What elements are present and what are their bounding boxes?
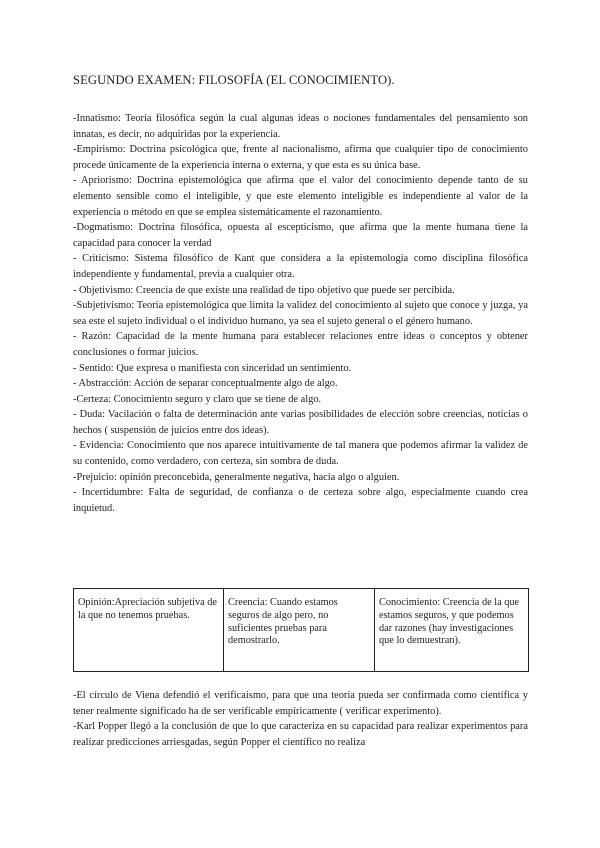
definition-empirismo: -Empirismo: Doctrina psicológica que, frente al nacionalismo, afirma que cualquier tipo de conocimiento procede únicamente de la experiencia interna o externa, y que esta es su única base.: [73, 144, 528, 171]
definition-prejuicio: -Prejuicio: opinión preconcebida, generalmente negativa, hacia algo o alguien.: [73, 471, 400, 483]
table-cell-conocimiento: Conocimiento: Creencia de la que estamos seguros, y que podemos dar razones (hay investigaciones que lo demuestran).: [375, 589, 529, 672]
paragraph-circulo-viena: -El círculo de Viena defendió el verificaismo, para que una teoría pueda ser confirmada como científica y tener realmente significado ha de ser verificable empíricamente ( verificar experimento).: [73, 690, 528, 717]
definition-dogmatismo: -Dogmatismo: Doctrina filosófica, opuesta al escepticismo, que afirma que la mente humana tiene la capacidad para conocer la verdad: [73, 222, 528, 249]
definition-evidencia: - Evidencia: Conocimiento que nos aparece intuitivamente de tal manera que podemos afirmar la validez de su contenido, como verdadero, con certeza, sin sombra de duda.: [73, 440, 528, 468]
definition-objetivismo: - Objetivismo: Creencia de que existe una realidad de tipo objetivo que puede ser percibida.: [73, 284, 455, 296]
definition-subjetivismo: -Subjetivismo: Teoría epistemológica que limita la validez del conocimiento al sujeto que conoce y juzga, ya sea este el sujeto individual o el individuo humano, ya sea el sujeto general o el género humano.: [73, 300, 528, 327]
definition-criticismo: - Criticismo: Sistema filosófico de Kant que considera a la epistemología como disciplina filosófica independiente y fundamental, previa a cualquier otra.: [73, 253, 528, 280]
definition-incertidumbre: - Incertidumbre: Falta de seguridad, de confianza o de certeza sobre algo, especialmente cuando crea inquietud.: [73, 487, 528, 514]
definition-certeza: -Certeza: Conocimiento seguro y claro que se tiene de algo.: [73, 393, 322, 405]
knowledge-table: [73, 588, 529, 672]
definition-innatismo: -Innatismo: Teoría filosófica según la cual algunas ideas o nociones fundamentales del pensamiento son innatas, es decir, no adquiridas por la experiencia.: [73, 113, 528, 140]
table-row: [74, 589, 529, 672]
definition-abstraccion: - Abstracción: Acción de separar conceptualmente algo de algo.: [73, 378, 338, 390]
definition-duda: - Duda: Vacilación o falta de determinación ante varias posibilidades de elección sobre creencias, noticias o hechos ( suspensión de juicios entre dos ideas).: [73, 409, 528, 436]
definition-razon: - Razón: Capacidad de la mente humana para establecer relaciones entre ideas o conceptos y obtener conclusiones o formar juicios.: [73, 331, 528, 358]
table-cell-opinion: Opinión:Apreciación subjetiva de la que no tenemos pruebas.: [74, 589, 224, 672]
post-table-text: [73, 688, 528, 750]
document-title: SEGUNDO EXAMEN: FILOSOFÍA (EL CONOCIMIENTO).: [73, 73, 395, 87]
table-cell-creencia: Creencia: Cuando estamos seguros de algo pero, no suficientes pruebas para demostrarlo.: [224, 589, 375, 672]
definitions-list: [73, 111, 528, 516]
definition-apriorismo: - Apriorismo: Doctrina epistemológica que afirma que el valor del conocimiento depende tanto de su elemento sensible como el inteligible, y que este elemento inteligible es independiente al valor de la experiencia o método en que se emplea sistemáticamente el razonamiento.: [73, 175, 528, 218]
paragraph-karl-popper: -Karl Popper llegó a la conclusión de que lo que caracteriza en su capacidad para realizar experimentos para realizar predicciones arriesgadas, según Popper el científico no realiza: [73, 721, 528, 748]
definition-sentido: - Sentido: Que expresa o manifiesta con sinceridad un sentimiento.: [73, 362, 352, 374]
